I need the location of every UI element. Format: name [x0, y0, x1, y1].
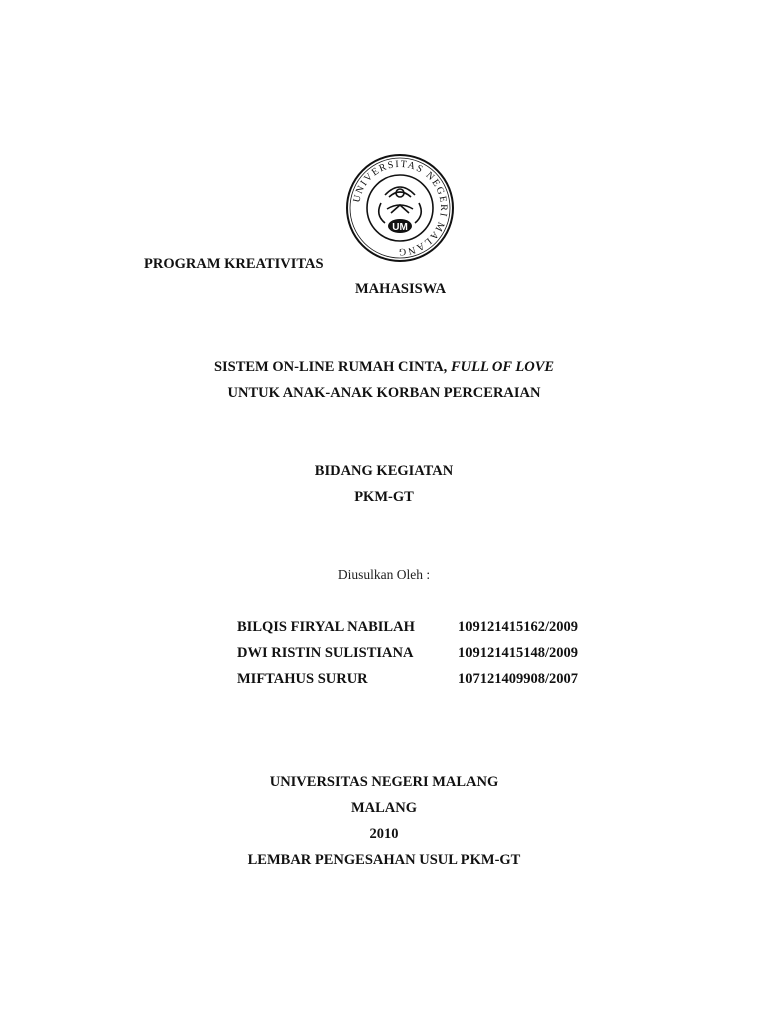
proposal-title-main: SISTEM ON-LINE RUMAH CINTA, [213, 359, 451, 375]
member-name: BILQIS FIRYAL NABILAH [237, 619, 415, 635]
svg-text:UM: UM [392, 222, 408, 233]
member-id: 109121415162/2009 [458, 619, 579, 635]
member-id: 109121415148/2009 [458, 645, 579, 661]
proposal-title-line1 [0, 358, 768, 376]
field-label: BIDANG KEGIATAN [314, 463, 454, 479]
university-seal-icon [345, 153, 455, 263]
svg-text:UNIVERSITAS NEGERI MALANG: UNIVERSITAS NEGERI MALANG [351, 158, 450, 258]
proposal-title-line2: UNTUK ANAK-ANAK KORBAN PERCERAIAN [227, 385, 541, 401]
year: 2010 [369, 826, 399, 842]
next-section-heading: LEMBAR PENGESAHAN USUL PKM-GT [247, 852, 521, 868]
program-title-line2: MAHASISWA [355, 281, 447, 297]
program-title-line1: PROGRAM KREATIVITAS [144, 256, 324, 272]
proposal-title-italic: FULL OF LOVE [450, 359, 555, 375]
field-value: PKM-GT [354, 489, 414, 505]
member-id: 107121409908/2007 [458, 671, 579, 687]
member-name: DWI RISTIN SULISTIANA [237, 645, 414, 661]
institution-name: UNIVERSITAS NEGERI MALANG [269, 774, 499, 790]
city-name: MALANG [350, 800, 418, 816]
proposers-label: Diusulkan Oleh : [337, 567, 431, 582]
member-name: MIFTAHUS SURUR [237, 671, 368, 687]
